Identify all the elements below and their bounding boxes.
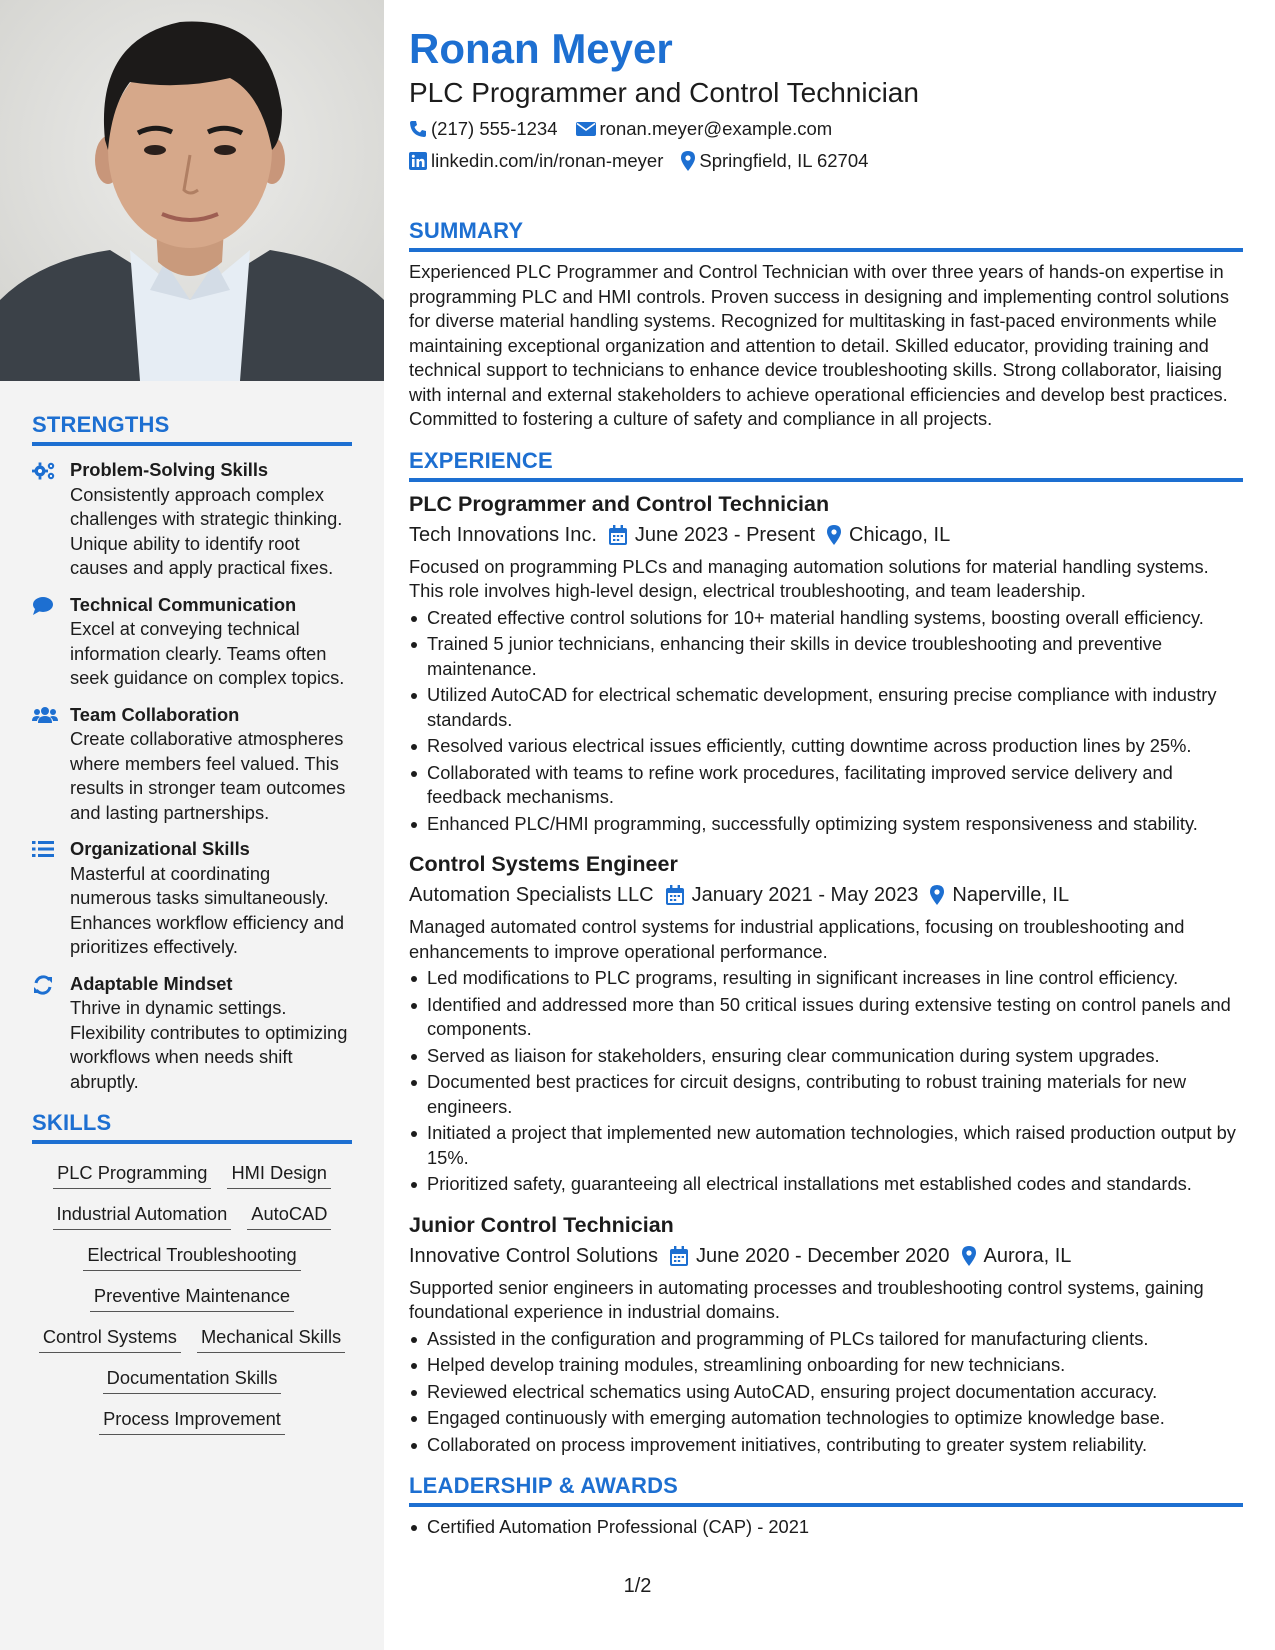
job-description: Focused on programming PLCs and managing automation solutions for material handling systems. This role involves high-level design, electrical troubleshooting, and team leadership. [409,555,1209,601]
contact-row [409,116,1243,142]
linkedin-contact[interactable] [409,148,663,174]
refresh-icon [32,972,70,1095]
summary-text: Experienced PLC Programmer and Control Technician with over three years of hands-on expertise in programming PLC and HMI controls. Proven success in designing and implementing control solutions for diverse material handling systems. Recognized for multitasking in fast-paced environments while maintaining exceptional organization and attention to detail. Skilled educator, providing training and technical support to technicians to enhance device troubleshooting skills. Strong collaborator, liaising with internal and external stakeholders to achieve operational efficiencies and develop best practices. Committed to fostering a culture of safety and compliance in all projects. [409,261,1230,429]
skill-tag: Documentation Skills [103,1367,282,1394]
skill-tag: Process Improvement [99,1408,285,1435]
job-bullets [409,1327,1243,1458]
calendar-icon [609,525,627,545]
strength-title: Organizational Skills [70,838,250,859]
awards-title: LEADERSHIP & AWARDS [409,1473,1243,1507]
job-entry [409,850,1243,1197]
bullet-item: Enhanced PLC/HMI programming, successfully optimizing system responsiveness and stability. [409,812,1243,837]
strength-desc: Thrive in dynamic settings. Flexibility contributes to optimizing workflows when needs shift abruptly. [70,997,348,1092]
bullet-item: Engaged continuously with emerging automation technologies to optimize knowledge base. [409,1406,1243,1431]
profile-photo [0,0,384,381]
awards-list [409,1515,1243,1540]
job-meta [409,1242,1243,1270]
map-pin-icon [962,1246,976,1266]
bullet-item: Utilized AutoCAD for electrical schematic development, ensuring precise compliance with industry standards. [409,683,1243,732]
experience-section [409,448,1243,1458]
skills-title: SKILLS [32,1110,352,1144]
bullet-item: Helped develop training modules, streamlining onboarding for new technicians. [409,1353,1243,1378]
strengths-title: STRENGTHS [32,412,352,446]
users-icon [32,703,70,826]
main-content [409,0,1243,1540]
job-bullets [409,606,1243,837]
bullet-item: Collaborated with teams to refine work procedures, facilitating improved service delivery and feedback mechanisms. [409,761,1243,810]
job-location-text: Chicago, IL [849,523,951,546]
job-location [962,1242,1072,1270]
award-item: Certified Automation Professional (CAP) - 2021 [409,1515,1243,1540]
strength-title: Problem-Solving Skills [70,459,269,480]
bullet-item: Prioritized safety, guaranteeing all electrical installations met established codes and standards. [409,1172,1243,1197]
bullet-item: Initiated a project that implemented new automation technologies, which raised production output by 15%. [409,1121,1243,1170]
headline: PLC Programmer and Control Technician [409,77,919,108]
bullet-item: Assisted in the configuration and programming of PLCs tailored for manufacturing clients. [409,1327,1243,1352]
strength-desc: Consistently approach complex challenges with strategic thinking. Unique ability to identify root causes and apply practical fixes. [70,483,343,578]
job-dates [609,521,815,549]
calendar-icon [670,1246,688,1266]
chat-bubble-icon [32,593,70,691]
awards-section [409,1473,1243,1540]
job-dates [670,1242,950,1270]
linkedin-text: linkedin.com/in/ronan-meyer [431,150,664,171]
strengths-section [0,412,384,1094]
strength-item [32,593,352,691]
strength-item [32,972,352,1095]
skill-tag: HMI Design [227,1162,331,1189]
strength-title: Technical Communication [70,593,297,615]
strength-desc: Masterful at coordinating numerous tasks simultaneously. Enhances workflow efficiency and prioritizes effectively. [70,862,345,957]
location-text: Springfield, IL 62704 [699,150,869,171]
sidebar [0,0,384,1650]
bullet-item: Reviewed electrical schematics using AutoCAD, ensuring project documentation accuracy. [409,1380,1243,1405]
linkedin-icon [409,152,427,170]
strength-desc: Excel at conveying technical information clearly. Teams often seek guidance on complex topics. [70,618,345,688]
skill-tag: Electrical Troubleshooting [83,1244,300,1271]
job-location-text: Naperville, IL [952,884,1070,906]
bullet-item: Resolved various electrical issues efficiently, cutting downtime across production lines by 25%. [409,734,1243,759]
job-bullets [409,966,1243,1197]
job-title: PLC Programmer and Control Technician [409,491,830,516]
job-entry [409,490,1243,837]
list-icon [32,837,70,960]
phone-icon [409,120,427,138]
skills-section [0,1110,384,1435]
contact-row [409,148,1243,174]
experience-title: EXPERIENCE [409,448,1243,482]
skill-tag: AutoCAD [247,1203,331,1230]
company-name: Tech Innovations Inc. [409,523,597,546]
job-meta [409,881,1243,909]
map-pin-icon [930,885,944,905]
phone-contact[interactable] [409,116,558,142]
job-location-text: Aurora, IL [983,1244,1072,1267]
job-description: Managed automated control systems for industrial applications, focusing on troubleshooting and enhancements to improve operational performance. [409,916,1185,962]
job-location [827,521,950,549]
map-pin-icon [681,151,695,171]
envelope-icon [576,121,596,137]
bullet-item: Identified and addressed more than 50 critical issues during extensive testing on control panels and components. [409,993,1243,1042]
bullet-item: Created effective control solutions for 10+ material handling systems, boosting overall efficiency. [409,606,1243,631]
location-contact [681,148,868,174]
job-dates-text: January 2021 - May 2023 [691,884,919,906]
job-title: Junior Control Technician [409,1212,674,1237]
skill-tag: Preventive Maintenance [90,1285,294,1312]
job-location [930,881,1069,909]
job-dates-text: June 2023 - Present [634,523,816,546]
skill-tag: Control Systems [39,1326,181,1353]
bullet-item: Served as liaison for stakeholders, ensuring clear communication during system upgrades. [409,1044,1243,1069]
company-name: Automation Specialists LLC [409,884,654,906]
company-name: Innovative Control Solutions [409,1244,659,1267]
bullet-item: Collaborated on process improvement initiatives, contributing to greater system reliability. [409,1433,1243,1458]
phone-text: (217) 555-1234 [431,118,558,139]
email-contact[interactable] [576,116,833,142]
skill-tag: PLC Programming [53,1162,211,1189]
strength-item [32,458,352,581]
candidate-name: Ronan Meyer [409,25,673,72]
skill-tag: Mechanical Skills [197,1326,345,1353]
job-description: Supported senior engineers in automating processes and troubleshooting control systems, gaining foundational experience in industrial domains. [409,1276,1204,1322]
strength-title: Team Collaboration [70,703,240,725]
job-dates-text: June 2020 - December 2020 [696,1244,950,1267]
job-dates [666,881,919,909]
job-meta [409,521,1243,549]
email-text: ronan.meyer@example.com [599,118,833,139]
bullet-item: Led modifications to PLC programs, resulting in significant increases in line control efficiency. [409,966,1243,991]
job-title: Control Systems Engineer [409,852,678,876]
strength-item [32,837,352,960]
skill-tag: Industrial Automation [53,1203,232,1230]
strength-item [32,703,352,826]
calendar-icon [666,885,684,905]
bullet-item: Trained 5 junior technicians, enhancing their skills in device troubleshooting and preventive maintenance. [409,632,1243,681]
page-number: 1/2 [623,1575,652,1597]
map-pin-icon [827,525,841,545]
job-entry [409,1211,1243,1458]
gears-icon [32,458,70,581]
summary-section [409,218,1243,432]
strength-title: Adaptable Mindset [70,972,233,994]
summary-title: SUMMARY [409,218,1243,252]
strength-desc: Create collaborative atmospheres where members feel valued. This results in stronger team outcomes and lasting partnerships. [70,728,346,823]
bullet-item: Documented best practices for circuit designs, contributing to robust training materials for new engineers. [409,1070,1243,1119]
